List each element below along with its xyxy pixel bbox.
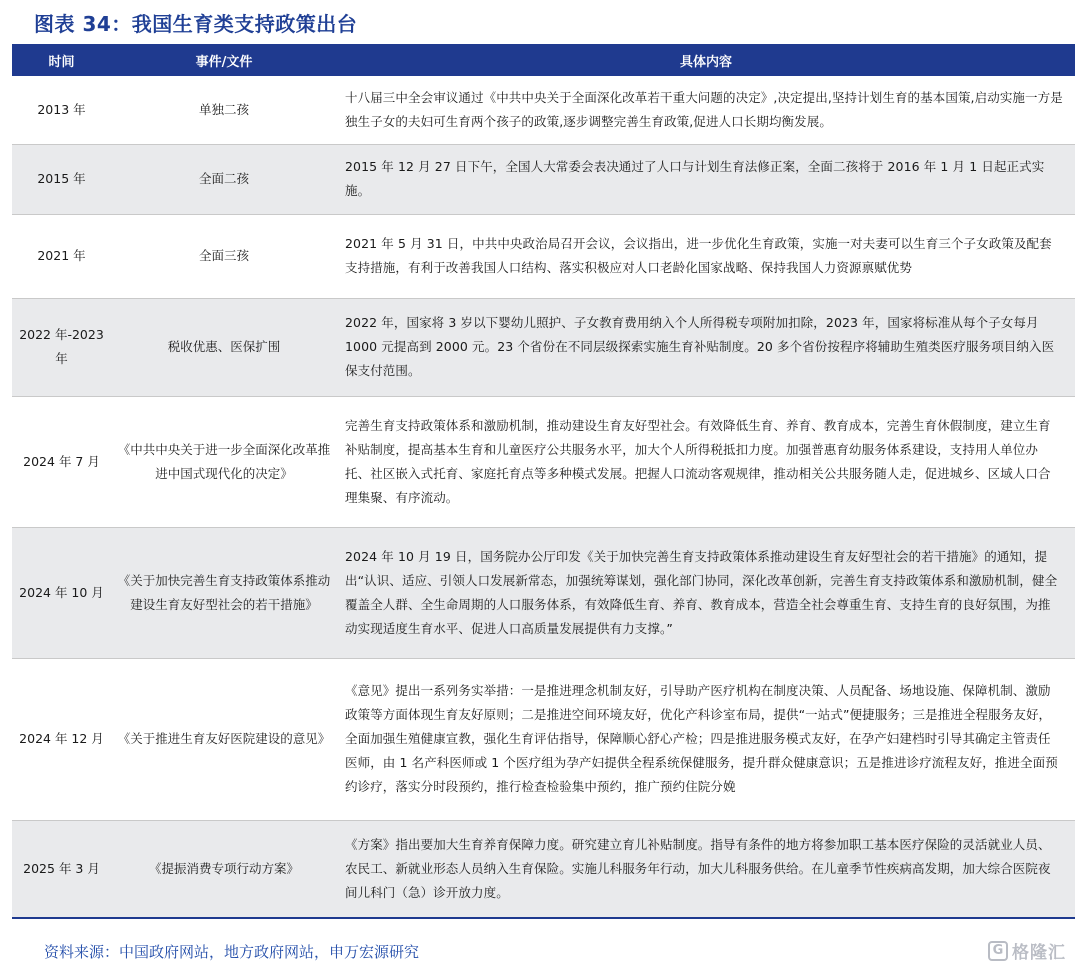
row-content: 《方案》指出要加大生育养育保障力度。研究建立育儿补贴制度。指导有条件的地方将参加职工基本医疗保险的灵活就业人员、农民工、新就业形态人员纳入生育保险。实施儿科服务年行动，加大儿科服务供给。在儿童季节性疾病高发期，加大综合医院夜间儿科门（急）诊开放力度。 <box>337 820 1075 918</box>
row-content: 《意见》提出一系列务实举措：一是推进理念机制友好，引导助产医疗机构在制度决策、人员配备、场地设施、保障机制、激励政策等方面体现生育友好原则；二是推进空间环境友好，优化产科诊室布局，提供“一站式”便捷服务；三是推进全程服务友好，全面加强生殖健康宣教，强化生育评估指导，保障顺心舒心产检；四是推进服务模式友好，在孕产妇建档时引导其确定主管责任医师，由 1 名产科医师或 1 个医疗组为孕产妇提供全程系统保健服务，提升群众健康意识；五是推进诊疗流程友好，推进全面预约诊疗，落实分时段预约，推行检查检验集中预约，推广预约住院分娩 <box>337 658 1075 820</box>
row-event: 《中共中央关于进一步全面深化改革推进中国式现代化的决定》 <box>111 396 337 527</box>
gelonghui-logo-icon: G <box>988 941 1008 961</box>
row-event: 税收优惠、医保扩围 <box>111 298 337 396</box>
row-time: 2024 年 10 月 <box>12 527 111 658</box>
header-content: 具体内容 <box>337 44 1075 76</box>
table-row <box>12 658 1075 820</box>
row-content: 2024 年 10 月 19 日，国务院办公厅印发《关于加快完善生育支持政策体系推动建设生育友好型社会的若干措施》的通知，提出“认识、适应、引领人口发展新常态，加强统筹谋划，强化部门协同，深化改革创新，完善生育支持政策体系和激励机制，健全覆盖全人群、全生命周期的人口服务体系，有效降低生育、养育、教育成本，营造全社会尊重生育、支持生育的良好氛围，为推动实现适度生育水平、促进人口高质量发展提供有力支撑。” <box>337 527 1075 658</box>
table-row <box>12 144 1075 214</box>
row-time: 2015 年 <box>12 144 111 214</box>
row-time: 2022 年-2023 年 <box>12 298 111 396</box>
row-event: 《提振消费专项行动方案》 <box>111 820 337 918</box>
watermark <box>988 938 1066 963</box>
row-event: 《关于加快完善生育支持政策体系推动建设生育友好型社会的若干措施》 <box>111 527 337 658</box>
row-content: 2021 年 5 月 31 日，中共中央政治局召开会议，会议指出，进一步优化生育政策，实施一对夫妻可以生育三个子女政策及配套支持措施，有利于改善我国人口结构、落实积极应对人口老龄化国家战略、保持我国人力资源禀赋优势 <box>337 214 1075 298</box>
header-event: 事件/文件 <box>111 44 337 76</box>
table-row <box>12 298 1075 396</box>
table-header-row <box>12 44 1075 76</box>
table-row <box>12 76 1075 144</box>
row-time: 2013 年 <box>12 76 111 144</box>
row-content: 十八届三中全会审议通过《中共中央关于全面深化改革若干重大问题的决定》,决定提出,坚持计划生育的基本国策,启动实施一方是独生子女的夫妇可生育两个孩子的政策,逐步调整完善生育政策,促进人口长期均衡发展。 <box>337 76 1075 144</box>
row-event: 单独二孩 <box>111 76 337 144</box>
watermark-text: 格隆汇 <box>1012 943 1066 963</box>
row-content: 完善生育支持政策体系和激励机制，推动建设生育友好型社会。有效降低生育、养育、教育成本，完善生育休假制度，建立生育补贴制度，提高基本生育和儿童医疗公共服务水平，加大个人所得税抵扣力度。加强普惠育幼服务体系建设，支持用人单位办托、社区嵌入式托育、家庭托育点等多种模式发展。把握人口流动客观规律，推动相关公共服务随人走，促进城乡、区域人口合理集聚、有序流动。 <box>337 396 1075 527</box>
source-note: 资料来源：中国政府网站，地方政府网站，申万宏源研究 <box>44 943 420 961</box>
row-event: 全面三孩 <box>111 214 337 298</box>
page-title: 图表 34：我国生育类支持政策出台 <box>34 12 358 36</box>
table-row <box>12 214 1075 298</box>
row-content: 2022 年，国家将 3 岁以下婴幼儿照护、子女教育费用纳入个人所得税专项附加扣除，2023 年，国家将标准从每个子女每月 1000 元提高到 2000 元。23 个省份在不同层级探索实施生育补贴制度。20 多个省份按程序将辅助生殖类医疗服务项目纳入医保支付范围。 <box>337 298 1075 396</box>
policy-table <box>12 44 1075 919</box>
row-time: 2021 年 <box>12 214 111 298</box>
table-row <box>12 527 1075 658</box>
row-event: 《关于推进生育友好医院建设的意见》 <box>111 658 337 820</box>
row-time: 2024 年 7 月 <box>12 396 111 527</box>
row-event: 全面二孩 <box>111 144 337 214</box>
header-time: 时间 <box>12 44 111 76</box>
row-time: 2024 年 12 月 <box>12 658 111 820</box>
row-time: 2025 年 3 月 <box>12 820 111 918</box>
table-row <box>12 820 1075 918</box>
row-content: 2015 年 12 月 27 日下午，全国人大常委会表决通过了人口与计划生育法修正案，全面二孩将于 2016 年 1 月 1 日起正式实施。 <box>337 144 1075 214</box>
table-row <box>12 396 1075 527</box>
